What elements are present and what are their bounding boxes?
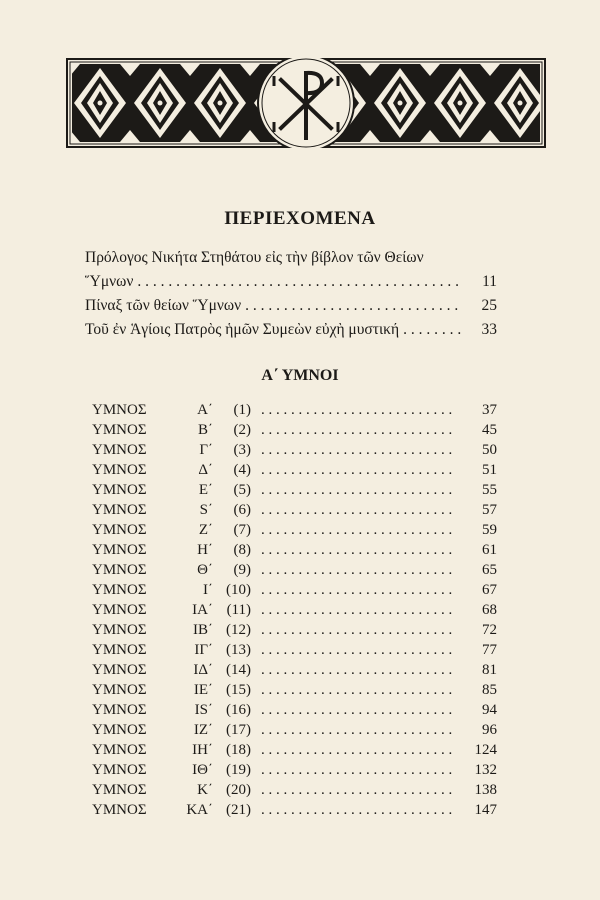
hymn-index: (19)	[226, 762, 251, 778]
leader-dots	[261, 800, 457, 820]
leader-dots	[403, 318, 463, 342]
hymn-word: ΥΜΝΟΣ	[92, 722, 147, 738]
hymn-index: (2)	[233, 422, 251, 438]
ornamental-banner	[66, 58, 546, 148]
hymn-row	[92, 560, 497, 580]
leader-dots	[261, 600, 457, 620]
leader-dots	[261, 460, 457, 480]
hymn-word: ΥΜΝΟΣ	[92, 562, 147, 578]
hymn-page: 132	[474, 762, 497, 778]
hymn-page: 147	[474, 802, 497, 818]
hymn-page: 68	[482, 602, 497, 618]
hymn-row	[92, 760, 497, 780]
hymn-word: ΥΜΝΟΣ	[92, 522, 147, 538]
leader-dots	[261, 540, 457, 560]
hymn-word: ΥΜΝΟΣ	[92, 482, 147, 498]
hymn-number: ΙS΄	[194, 702, 213, 718]
hymn-row	[92, 480, 497, 500]
hymn-page: 57	[482, 502, 497, 518]
hymn-index: (6)	[233, 502, 251, 518]
hymn-row	[92, 580, 497, 600]
hymn-word: ΥΜΝΟΣ	[92, 702, 147, 718]
hymn-index: (17)	[226, 722, 251, 738]
hymn-word: ΥΜΝΟΣ	[92, 442, 147, 458]
hymn-row	[92, 700, 497, 720]
front-entry-prologue	[85, 246, 497, 270]
leader-dots	[261, 720, 457, 740]
leader-dots	[261, 700, 457, 720]
hymn-row	[92, 600, 497, 620]
hymn-page: 55	[482, 482, 497, 498]
hymn-word: ΥΜΝΟΣ	[92, 542, 147, 558]
hymn-index: (14)	[226, 662, 251, 678]
front-entry-text: Πίναξ τῶν θείων Ὕμνων	[85, 297, 242, 314]
hymn-page: 51	[482, 462, 497, 478]
hymn-number: ΙΓ΄	[194, 642, 213, 658]
leader-dots	[261, 640, 457, 660]
hymn-page: 94	[482, 702, 497, 718]
leader-dots	[261, 440, 457, 460]
hymn-page: 96	[482, 722, 497, 738]
leader-dots	[261, 680, 457, 700]
section-title: Α΄ ΥΜΝΟΙ	[261, 367, 339, 384]
hymn-word: ΥΜΝΟΣ	[92, 742, 147, 758]
hymn-number: ΙΑ΄	[192, 602, 213, 618]
hymn-word: ΥΜΝΟΣ	[92, 762, 147, 778]
leader-dots	[261, 620, 457, 640]
front-entry-page: 11	[482, 273, 497, 290]
leader-dots	[261, 560, 457, 580]
hymn-row	[92, 660, 497, 680]
hymn-index: (3)	[233, 442, 251, 458]
hymn-list	[92, 400, 497, 820]
hymn-index: (20)	[226, 782, 251, 798]
hymn-index: (4)	[233, 462, 251, 478]
hymn-word: ΥΜΝΟΣ	[92, 682, 147, 698]
hymn-number: ΙΔ΄	[193, 662, 213, 678]
hymn-index: (15)	[226, 682, 251, 698]
hymn-index: (9)	[233, 562, 251, 578]
leader-dots	[245, 294, 463, 318]
hymn-page: 50	[482, 442, 497, 458]
front-matter-list	[85, 246, 497, 342]
hymn-index: (16)	[226, 702, 251, 718]
hymn-index: (10)	[226, 582, 251, 598]
hymn-word: ΥΜΝΟΣ	[92, 462, 147, 478]
hymn-index: (12)	[226, 622, 251, 638]
hymn-number: Δ΄	[198, 462, 213, 478]
hymn-row	[92, 620, 497, 640]
hymn-number: ΙΒ΄	[193, 622, 213, 638]
hymn-index: (8)	[233, 542, 251, 558]
hymn-page: 85	[482, 682, 497, 698]
hymn-page: 77	[482, 642, 497, 658]
hymn-index: (11)	[226, 602, 251, 618]
hymn-word: ΥΜΝΟΣ	[92, 502, 147, 518]
hymn-page: 72	[482, 622, 497, 638]
hymn-number: Κ΄	[197, 782, 213, 798]
front-entry-prayer	[85, 318, 497, 342]
hymn-page: 67	[482, 582, 497, 598]
hymn-number: Α΄	[197, 402, 213, 418]
leader-dots	[261, 520, 457, 540]
hymn-number: ΙΖ΄	[193, 722, 213, 738]
leader-dots	[261, 500, 457, 520]
hymn-row	[92, 500, 497, 520]
front-entry-index	[85, 294, 497, 318]
hymn-number: ΚΑ΄	[186, 802, 213, 818]
hymn-word: ΥΜΝΟΣ	[92, 642, 147, 658]
hymn-number: ΙΗ΄	[192, 742, 213, 758]
hymn-row	[92, 440, 497, 460]
hymn-number: ΙΕ΄	[193, 682, 213, 698]
hymn-word: ΥΜΝΟΣ	[92, 782, 147, 798]
chi-rho-ornament-icon	[66, 58, 546, 148]
hymn-index: (13)	[226, 642, 251, 658]
hymn-row	[92, 740, 497, 760]
hymn-word: ΥΜΝΟΣ	[92, 422, 147, 438]
page-title: ΠΕΡΙΕΧΟΜΕΝΑ	[224, 208, 376, 229]
hymn-page: 65	[482, 562, 497, 578]
leader-dots	[137, 270, 463, 294]
hymn-row	[92, 720, 497, 740]
hymn-page: 37	[482, 402, 497, 418]
hymn-row	[92, 520, 497, 540]
hymn-word: ΥΜΝΟΣ	[92, 622, 147, 638]
hymn-number: Η΄	[197, 542, 213, 558]
hymn-row	[92, 800, 497, 820]
hymn-word: ΥΜΝΟΣ	[92, 662, 147, 678]
hymn-page: 61	[482, 542, 497, 558]
hymn-number: Ε΄	[198, 482, 213, 498]
hymn-number: ΙΘ΄	[192, 762, 213, 778]
front-entry-text: Πρόλογος Νικήτα Στηθάτου εἰς τὴν βίβλον τῶν Θείων	[85, 249, 424, 266]
hymn-row	[92, 400, 497, 420]
front-entry-page: 33	[481, 321, 497, 338]
hymn-index: (18)	[226, 742, 251, 758]
hymn-page: 59	[482, 522, 497, 538]
front-entry-text: Τοῦ ἐν Ἁγίοις Πατρὸς ἡμῶν Συμεὼν εὐχὴ μυστική	[85, 321, 400, 338]
hymn-page: 138	[474, 782, 497, 798]
leader-dots	[261, 480, 457, 500]
hymn-index: (5)	[233, 482, 251, 498]
leader-dots	[261, 660, 457, 680]
front-entry-text: Ὕμνων	[85, 273, 134, 290]
hymn-number: Ζ΄	[198, 522, 213, 538]
hymn-row	[92, 460, 497, 480]
hymn-number: Β΄	[198, 422, 213, 438]
hymn-number: Γ΄	[199, 442, 213, 458]
front-entry-prologue-cont	[85, 270, 497, 294]
hymn-word: ΥΜΝΟΣ	[92, 602, 147, 618]
hymn-number: Θ΄	[197, 562, 213, 578]
hymn-index: (21)	[226, 802, 251, 818]
hymn-page: 45	[482, 422, 497, 438]
leader-dots	[261, 400, 457, 420]
hymn-page: 81	[482, 662, 497, 678]
hymn-page: 124	[474, 742, 497, 758]
hymn-number: Ι΄	[203, 582, 213, 598]
leader-dots	[261, 420, 457, 440]
hymn-row	[92, 680, 497, 700]
hymn-number: S΄	[199, 502, 213, 518]
hymn-row	[92, 640, 497, 660]
front-entry-page: 25	[481, 297, 497, 314]
hymn-row	[92, 780, 497, 800]
hymn-word: ΥΜΝΟΣ	[92, 402, 147, 418]
leader-dots	[261, 780, 457, 800]
leader-dots	[261, 580, 457, 600]
hymn-index: (7)	[233, 522, 251, 538]
hymn-index: (1)	[233, 402, 251, 418]
hymn-word: ΥΜΝΟΣ	[92, 802, 147, 818]
leader-dots	[261, 760, 457, 780]
hymn-row	[92, 420, 497, 440]
hymn-row	[92, 540, 497, 560]
hymn-word: ΥΜΝΟΣ	[92, 582, 147, 598]
leader-dots	[261, 740, 457, 760]
